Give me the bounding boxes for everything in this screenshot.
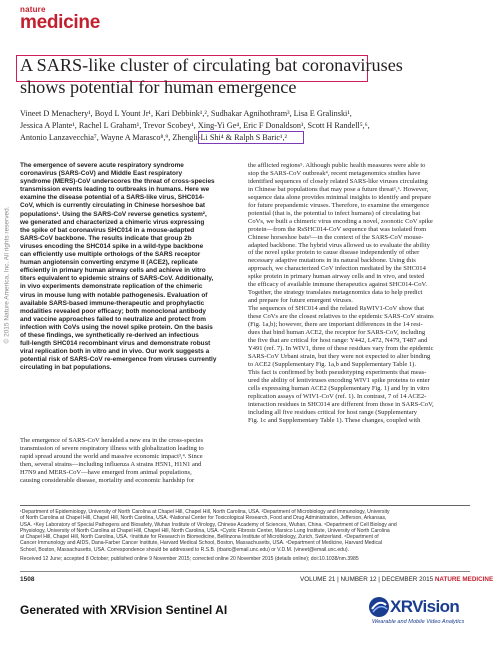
journal-logo [20,6,100,32]
author-line: Vineet D Menachery¹, Boyd L Yount Jr¹, Kari Debbink¹,², Sudhakar Agnihothram³, Lisa E Gralinski¹, [20,109,352,118]
body-text-line: Together, the strategy translates metagenomics data to help predict [248,289,423,297]
affiliation-line: Physiology, University of North Carolina at Chapel Hill, Chapel Hill, North Carolina, USA. ⁶Cystic Fibrosis Center, Marsico Lung Institute, University of North Carolina [20,527,390,534]
body-text-line: protein—from the RsSHC014-CoV sequence that was isolated from [248,225,427,233]
abstract-line: human angiotensin converting enzyme II (ACE2), replicate [20,259,198,267]
body-text-line: including all five residues critical for host range (Supplementary [248,408,418,416]
body-text-line: of the novel spike protein to cause disease independently of other [248,249,420,257]
body-text-line: Y491 (ref. 7). In WIV1, three of these residues vary from the epidemic [248,344,434,352]
abstract-line: circulating in bat populations. [20,364,112,372]
abstract-line: titers equivalent to epidemic strains of SARS-CoV. Additionally, [20,275,214,283]
body-text-line: CoVs, we built a chimeric virus encoding a novel, zoonotic CoV spike [248,217,433,225]
title-line: A SARS-like cluster of circulating bat coronaviruses [20,55,403,75]
body-text-line: dues that bind human ACE2, the receptor for SARS-CoV, including [248,329,426,337]
body-text-line: sequence data alone provides minimal insights to identify and prepare [248,193,432,201]
issue-info [300,576,493,583]
abstract-line: syndrome (MERS)-CoV underscores the threat of cross-species [20,178,215,186]
article-title [20,54,468,98]
abstract-line: the spike of bat coronavirus SHC014 in a mouse-adapted [20,226,195,234]
body-text-line: the afflicted regions⁵. Although public health measures were able to [248,162,426,169]
abstract-line: potential risk of SARS-CoV re-emergence from viruses currently [20,356,217,364]
abstract-line: in vivo experiments demonstrate replication of the chimeric [20,283,203,291]
body-text-line: rapid spread around the world and massive economic impact³,⁴. Since [20,452,203,460]
abstract-line: populations¹. Using the SARS-CoV reverse genetics system², [20,210,207,218]
body-text-line: and prepare for future emergent viruses. [248,297,353,305]
right-column [248,162,472,424]
abstract-line: SARS-CoV backbone. The results indicate that group 2b [20,234,192,242]
body-text-line: adapted backbone. The hybrid virus allowed us to evaluate the ability [248,241,430,249]
abstract-line: we generated and characterized a chimeric virus expressing [20,218,205,226]
abstract-line: virus in mouse lung with notable pathogenesis. Evaluation of [20,291,208,299]
body-text-line: The sequences of SHC014 and the related RsWIV1-CoV show that [248,305,425,313]
abstract-line: CoV, which is currently circulating in Chinese horseshoe bat [20,202,206,210]
body-text-line: Chinese horseshoe bats¹—in the context of the SARS-CoV mouse- [248,233,424,241]
author-line: Jessica A Plante¹, Rachel L Graham¹, Trevor Scobey¹, Xing-Yi Ge⁴, Eric F Donaldson¹, Scott H Randell⁵,⁶, [20,121,370,130]
body-text-line: in Chinese bat populations that may pose a future threat¹,⁶. However, [248,185,429,193]
body-text-line: replication assays of WIV1-CoV (ref. 1). In contrast, 7 of 14 ACE2- [248,392,427,400]
body-text-line: the efficacy of available immune therapeutics against SHC014-CoV. [248,281,428,289]
abstract-line: viruses encoding the SHC014 spike in a wild-type backbone [20,242,204,250]
body-text-line: to ACE2 (Supplementary Fig. 1a,b and Supplementary Table 1). [248,360,416,368]
body-text-line: This fact is confirmed by both pseudotyping experiments that meas- [248,368,427,376]
publication-dates: Received 12 June; accepted 8 October; published online 9 November 2015; corrected online 20 November 2015 (details online); doi:10.1038/nm.3985 [20,556,359,562]
footnote-divider [20,505,470,506]
abstract-line: available SARS-based immune-therapeutic and prophylactic [20,299,205,307]
body-text-line: identified sequences of closely related SARS-like viruses circulating [248,177,428,185]
body-text-line: The emergence of SARS-CoV heralded a new era in the cross-species [20,437,204,444]
journal-logo-top: nature [20,5,46,14]
abstract-line: transmission events leading to outbreaks in humans. Here we [20,186,210,194]
affiliation-line: School, Boston, Massachusetts, USA. Correspondence should be addressed to R.S.B. (rbaric@email.unc.edu) or V.D.M. (vineet@email.unc.edu). [20,546,349,553]
copyright-text: © 2015 Nature America, Inc. All rights reserved. [3,206,11,344]
body-text-line: H7N9 and MERS-CoV—have emerged from animal populations, [20,468,192,476]
abstract-line: full-length SHC014 recombinant virus and demonstrate robust [20,340,211,348]
side-copyright [2,170,12,380]
body-text-line: stop the SARS-CoV outbreak⁴, recent metagenomics studies have [248,169,421,177]
body-text-line: interaction residues in SHC014 are different from those in SARS-CoV, [248,400,434,408]
body-text-line: approach, we characterized CoV infection mediated by the SHC014 [248,265,426,273]
brand-name: XRVision [390,597,460,616]
abstract-line: and vaccine approaches failed to neutralize and protect from [20,315,207,323]
intro-left-column [20,437,238,485]
author-highlight-box [198,131,304,144]
title-line: shows potential for human emergence [20,77,297,97]
body-text-line: for future prepandemic viruses. Therefore, to examine the emergence [248,201,430,209]
body-text-line: ured the ability of lentiviruses encoding WIV1 spike proteins to enter [248,376,430,384]
affiliation-line: Cancer Immunology and AIDS, Dana-Farber Cancer Institute, Harvard Medical School, Boston, Massachusetts, USA. ⁹Department of Medicine, Harvard Medical [20,540,383,547]
body-text-line: SARS-CoV Urbani strain, but they were not expected to alter binding [248,352,431,360]
body-text-line: then, several strains—including influenza A strains H5N1, H1N1 and [20,460,202,468]
issue-volume: VOLUME 21 | NUMBER 12 | DECEMBER 2015 [300,576,434,583]
brand-tagline: Wearable and Mobile Video Analytics [372,619,465,625]
watermark-text: Generated with XRVision Sentinel AI [20,603,228,617]
body-text-line: cells expressing human ACE2 (Supplementary Fig. 1) and by in vitro [248,384,430,392]
abstract-line: examine the disease potential of a SARS-like virus, SHC014- [20,194,205,202]
brand-logo [368,590,476,630]
abstract-line: coronavirus (SARS-CoV) and Middle East respiratory [20,170,183,178]
body-text-line: transmission of severe respiratory illness with globalization leading to [20,444,204,452]
author-line: Antonio Lanzavecchia⁷, Wayne A Marasco⁸,⁹, Zhengli-Li Shi⁴ & Ralph S Baric¹,² [20,133,287,142]
affiliation-line: at Chapel Hill, Chapel Hill, North Carolina, USA. ⁷Institute for Research in Biomedicine, Bellinzona Institute of Microbiology, Zurich, Switzerland. ⁸Department of [20,534,379,541]
body-text-line: the five that are critical for host range: Y442, L472, N479, T487 and [248,336,428,344]
abstract-line: modalities revealed poor efficacy; both monoclonal antibody [20,307,207,315]
abstract [20,162,238,372]
affiliations [20,509,472,553]
abstract-line: efficiently in primary human airway cells and achieve in vitro [20,267,206,275]
body-text-line: (Fig. 1a,b); however, there are important differences in the 14 resi- [248,321,423,329]
affiliation-line: USA. ⁴Key Laboratory of Special Pathogens and Biosafety, Wuhan Institute of Virology, Chinese Academy of Sciences, Wuhan, China. ⁵Department of Cell Biology and [20,521,397,528]
body-text-line: causing considerable disease, mortality and economic hardship for [20,476,195,484]
affiliation-line: of North Carolina at Chapel Hill, Chapel Hill, North Carolina, USA. ³National Center for Toxicological Research, Food and Drug Administration, Jefferson, Arkansas, [20,515,387,522]
body-text-line: spike protein in primary human airway cells and in vivo, and tested [248,273,425,281]
body-text-line: these CoVs are the closest relatives to the epidemic SARS-CoV strains [248,313,434,321]
page-number: 1508 [20,576,35,583]
affiliation-line: ¹Department of Epidemiology, University of North Carolina at Chapel Hill, Chapel Hill, North Carolina, USA. ²Department of Microbiology and Immunology, University [20,509,390,515]
brand-mark-icon [368,596,390,618]
issue-journal: NATURE MEDICINE [434,576,493,583]
body-text-line: potential (that is, the potential to infect humans) of circulating bat [248,209,421,217]
abstract-line: of these findings, we synthetically re-derived an infectious [20,331,199,339]
body-text-line: Fig. 1c and Supplementary Table 1). These changes, coupled with [248,416,421,424]
body-text-line: necessary adaptive mutations in its natural backbone. Using this [248,257,416,265]
abstract-line: infection with CoVs using the novel spike protein. On the basis [20,323,213,331]
abstract-line: viral replication both in vitro and in vivo. Our work suggests a [20,348,210,356]
journal-logo-name: medicine [20,12,100,33]
abstract-line: The emergence of severe acute respiratory syndrome [20,162,184,169]
abstract-line: can efficiently use multiple orthologs of the SARS receptor [20,251,201,259]
footer-divider [20,571,470,572]
